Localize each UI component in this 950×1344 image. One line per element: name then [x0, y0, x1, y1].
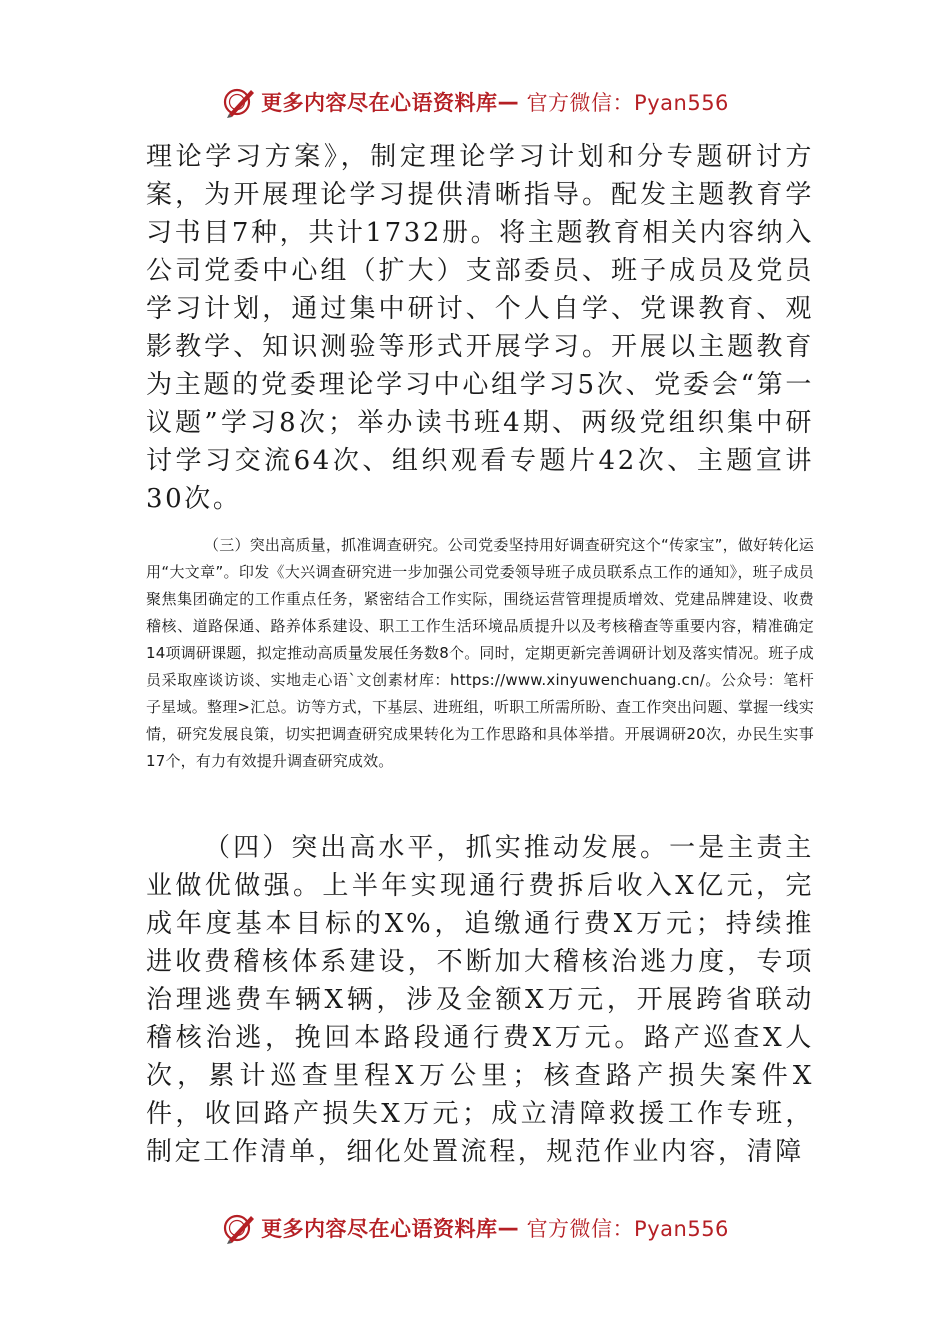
footer-wechat-id: 官方微信：Pyan556	[526, 1217, 729, 1241]
footer-banner	[0, 1208, 950, 1248]
body-paragraph-1: 理论学习方案》，制定理论学习计划和分专题研讨方案，为开展理论学习提供清晰指导。配发主题教育学习书目7种，共计1732册。将主题教育相关内容纳入公司党委中心组（扩大）支部委员、班子成员及党员学习计划，通过集中研讨、个人自学、党课教育、观影教学、知识测验等形式开展学习。开展以主题教育为主题的党委理论学习中心组学习5次、党委会“第一议题”学习8次；举办读书班4期、两级党组织集中研讨学习交流64次、组织观看专题片42次、主题宣讲30次。	[146, 142, 814, 514]
footer-banner-text: 更多内容尽在心语资料库	[261, 1217, 498, 1241]
body-paragraph-3: （四）突出高水平，抓实推动发展。一是主责主业做优做强。上半年实现通行费拆后收入X亿元，完成年度基本目标的X%，追缴通行费X万元；持续推进收费稽核体系建设，不断加大稽核治逃力度，专项治理逃费车辆X辆，涉及金额X万元，开展跨省联动稽核治逃，挽回本路段通行费X万元。路产巡查X人次，累计巡查里程X万公里；核查路产损失案件X件，收回路产损失X万元；成立清障救援工作专班，制定工作清单，细化处置流程，规范作业内容，清障	[146, 833, 814, 1167]
body-paragraph-2: （三）突出高质量，抓准调查研究。公司党委坚持用好调查研究这个“传家宝”，做好转化运用“大文章”。印发《大兴调查研究进一步加强公司党委领导班子成员联系点工作的通知》，班子成员聚焦集团确定的工作重点任务，紧密结合工作实际，围绕运营管理提质增效、党建品牌建设、收费稽核、道路保通、路养体系建设、职工工作生活环境品质提升以及考核稽查等重要内容，精准确定14项调研课题，拟定推动高质量发展任务数8个。同时，定期更新完善调研计划及落实情况。班子成员采取座谈访谈、实地走心语`文创素材库：https://www.xinyuwenchuang.cn/。公众号：笔杆子星域。整理>汇总。访等方式，下基层、进班组，听职工所需所盼、查工作突出问题、掌握一线实情，研究发展良策，切实把调查研究成果转化为工作思路和具体举措。开展调研20次，办民生实事17个，有力有效提升调查研究成效。	[146, 536, 814, 770]
header-wechat-id: 官方微信：Pyan556	[526, 91, 729, 115]
footer-banner-separator: —	[497, 1216, 519, 1240]
header-banner-text: 更多内容尽在心语资料库	[261, 91, 498, 115]
pen-logo-icon	[221, 1210, 257, 1246]
header-banner	[0, 82, 950, 122]
pen-logo-icon	[221, 84, 257, 120]
header-banner-separator: —	[497, 90, 519, 114]
